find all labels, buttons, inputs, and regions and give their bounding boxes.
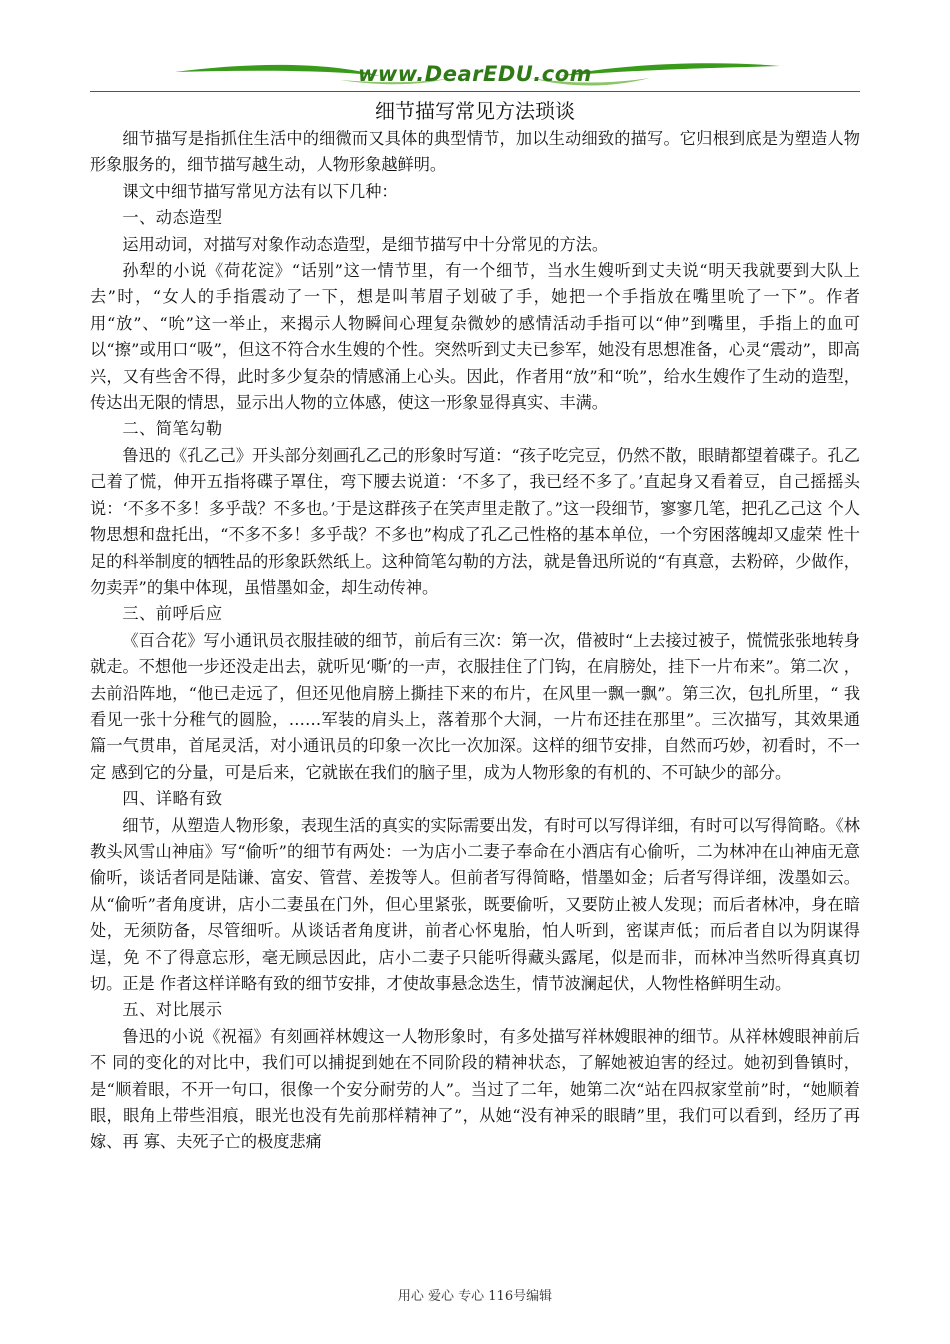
paragraph: 鲁迅的《孔乙己》开头部分刻画孔乙己的形象时写道：“孩子吃完豆，仍然不散，眼睛都望着碟子。孔乙己着了慌，伸开五指将碟子罩住，弯下腰去说道：‘不多了，我已经不多了。’直起身又看着豆，自己摇摇头说：‘不多不多！多乎哉？不多也。’于是这群孩子在笑声里走散了。”这一段细节，寥寥几笔，把孔乙己这 个人物思想和盘托出，“不多不多！多乎哉？不多也”构成了孔乙己性格的基本单位，一个穷困落魄却又虚荣 性十足的科举制度的牺牲品的形象跃然纸上。这种简笔勾勒的方法，就是鲁迅所说的“有真意，去粉碎，少做作，勿卖弄”的集中体现，虽惜墨如金，却生动传神。 xyxy=(90,445,860,597)
document-title: 细节描写常见方法琐谈 xyxy=(375,99,575,123)
header-divider xyxy=(90,91,860,92)
section-heading: 五、对比展示 xyxy=(122,1000,223,1020)
paragraph: 《百合花》写小通讯员衣服挂破的细节，前后有三次：第一次，借被时“上去接过被子，慌慌张张地转身 就走。不想他一步还没走出去，就听见‘嘶’的一声，衣服挂住了门钩，在肩膀处，挂下一片布来”。第二次 ，去前沿阵地，“他已走远了，但还见他肩膀上撕挂下来的布片，在风里一飘一飘”。第三次，包扎所里，“ 我看见一张十分稚气的圆脸，……军装的肩头上，落着那个大洞，一片布还挂在那里”。三次描写，其效果通 篇一气贯串，首尾灵活，对小通讯员的印象一次比一次加深。这样的细节安排，自然而巧妙，初看时，不一定 感到它的分量，可是后来，它就嵌在我们的脑子里，成为人物形象的有机的、不可缺少的部分。 xyxy=(90,630,860,782)
paragraph: 细节，从塑造人物形象，表现生活的真实的实际需要出发，有时可以写得详细，有时可以写得简略。《林教头风雪山神庙》写“偷听”的细节有两处：一为店小二妻子奉命在小酒店有心偷听，二为林冲在山神庙无意偷听，谈话者同是陆谦、富安、管营、差拨等人。但前者写得简略，惜墨如金；后者写得详细，泼墨如云。从“偷听”者角度讲，店小二妻虽在门外，但心里紧张，既要偷听，又要防止被人发现；而后者林冲，身在暗处，无须防备，尽管细听。从谈话者角度讲，前者心怀鬼胎，怕人听到，密谋声低；而后者自以为阴谋得逞，免 不了得意忘形，毫无顾忌因此，店小二妻子只能听得藏头露尾，似是而非，而林冲当然听得真真切切。正是 作者这样详略有致的细节安排，才使故事悬念迭生，情节波澜起伏，人物性格鲜明生动。 xyxy=(90,815,860,993)
section-heading: 一、动态造型 xyxy=(122,208,223,228)
document-body xyxy=(90,126,860,1156)
paragraph: 课文中细节描写常见方法有以下几种： xyxy=(122,181,398,201)
section-heading: 三、前呼后应 xyxy=(122,604,223,624)
section-heading: 二、简笔勾勒 xyxy=(122,419,223,439)
site-banner xyxy=(90,58,860,94)
site-url-logo: www.DearEDU.com xyxy=(357,62,593,86)
paragraph: 运用动词，对描写对象作动态造型，是细节描写中十分常见的方法。 xyxy=(122,234,609,254)
paragraph: 鲁迅的小说《祝福》有刻画祥林嫂这一人物形象时，有多处描写祥林嫂眼神的细节。从祥林嫂眼神前后不 同的变化的对比中，我们可以捕捉到她在不同阶段的精神状态，了解她被迫害的经过。她初到鲁镇时，是“顺着眼，不开一句口，很像一个安分耐劳的人”。当过了二年，她第二次“站在四叔家堂前”时，“她顺着眼，眼角上带些泪痕，眼光也没有先前那样精神了”，从她“没有神采的眼睛”里，我们可以看到，经历了再嫁、再 寡、夫死子亡的极度悲痛 xyxy=(90,1026,860,1152)
section-heading: 四、详略有致 xyxy=(122,789,223,809)
paragraph: 细节描写是指抓住生活中的细微而又具体的典型情节，加以生动细致的描写。它归根到底是为塑造人物形象服务的，细节描写越生动，人物形象越鲜明。 xyxy=(90,129,860,175)
paragraph: 孙犁的小说《荷花淀》“话别”这一情节里，有一个细节，当水生嫂听到丈夫说“明天我就要到大队上去”时，“女人的手指震动了一下，想是叫苇眉子划破了手，她把一个手指放在嘴里吮了一下”。作者用“放”、“吮”这一举止，来揭示人物瞬间心理复杂微妙的感情活动手指可以“伸”到嘴里，手指上的血可以“擦”或用口“吸”，但这不符合水生嫂的个性。突然听到丈夫已参军，她没有思想准备，心灵“震动”，即高兴，又有些舍不得，此时多少复杂的情感涌上心头。因此，作者用“放”和“吮”，给水生嫂作了生动的造型，传达出无限的情思，显示出人物的立体感，使这一形象显得真实、丰满。 xyxy=(90,261,860,413)
page-footer: 用心 爱心 专心 116号编辑 xyxy=(397,1289,553,1304)
